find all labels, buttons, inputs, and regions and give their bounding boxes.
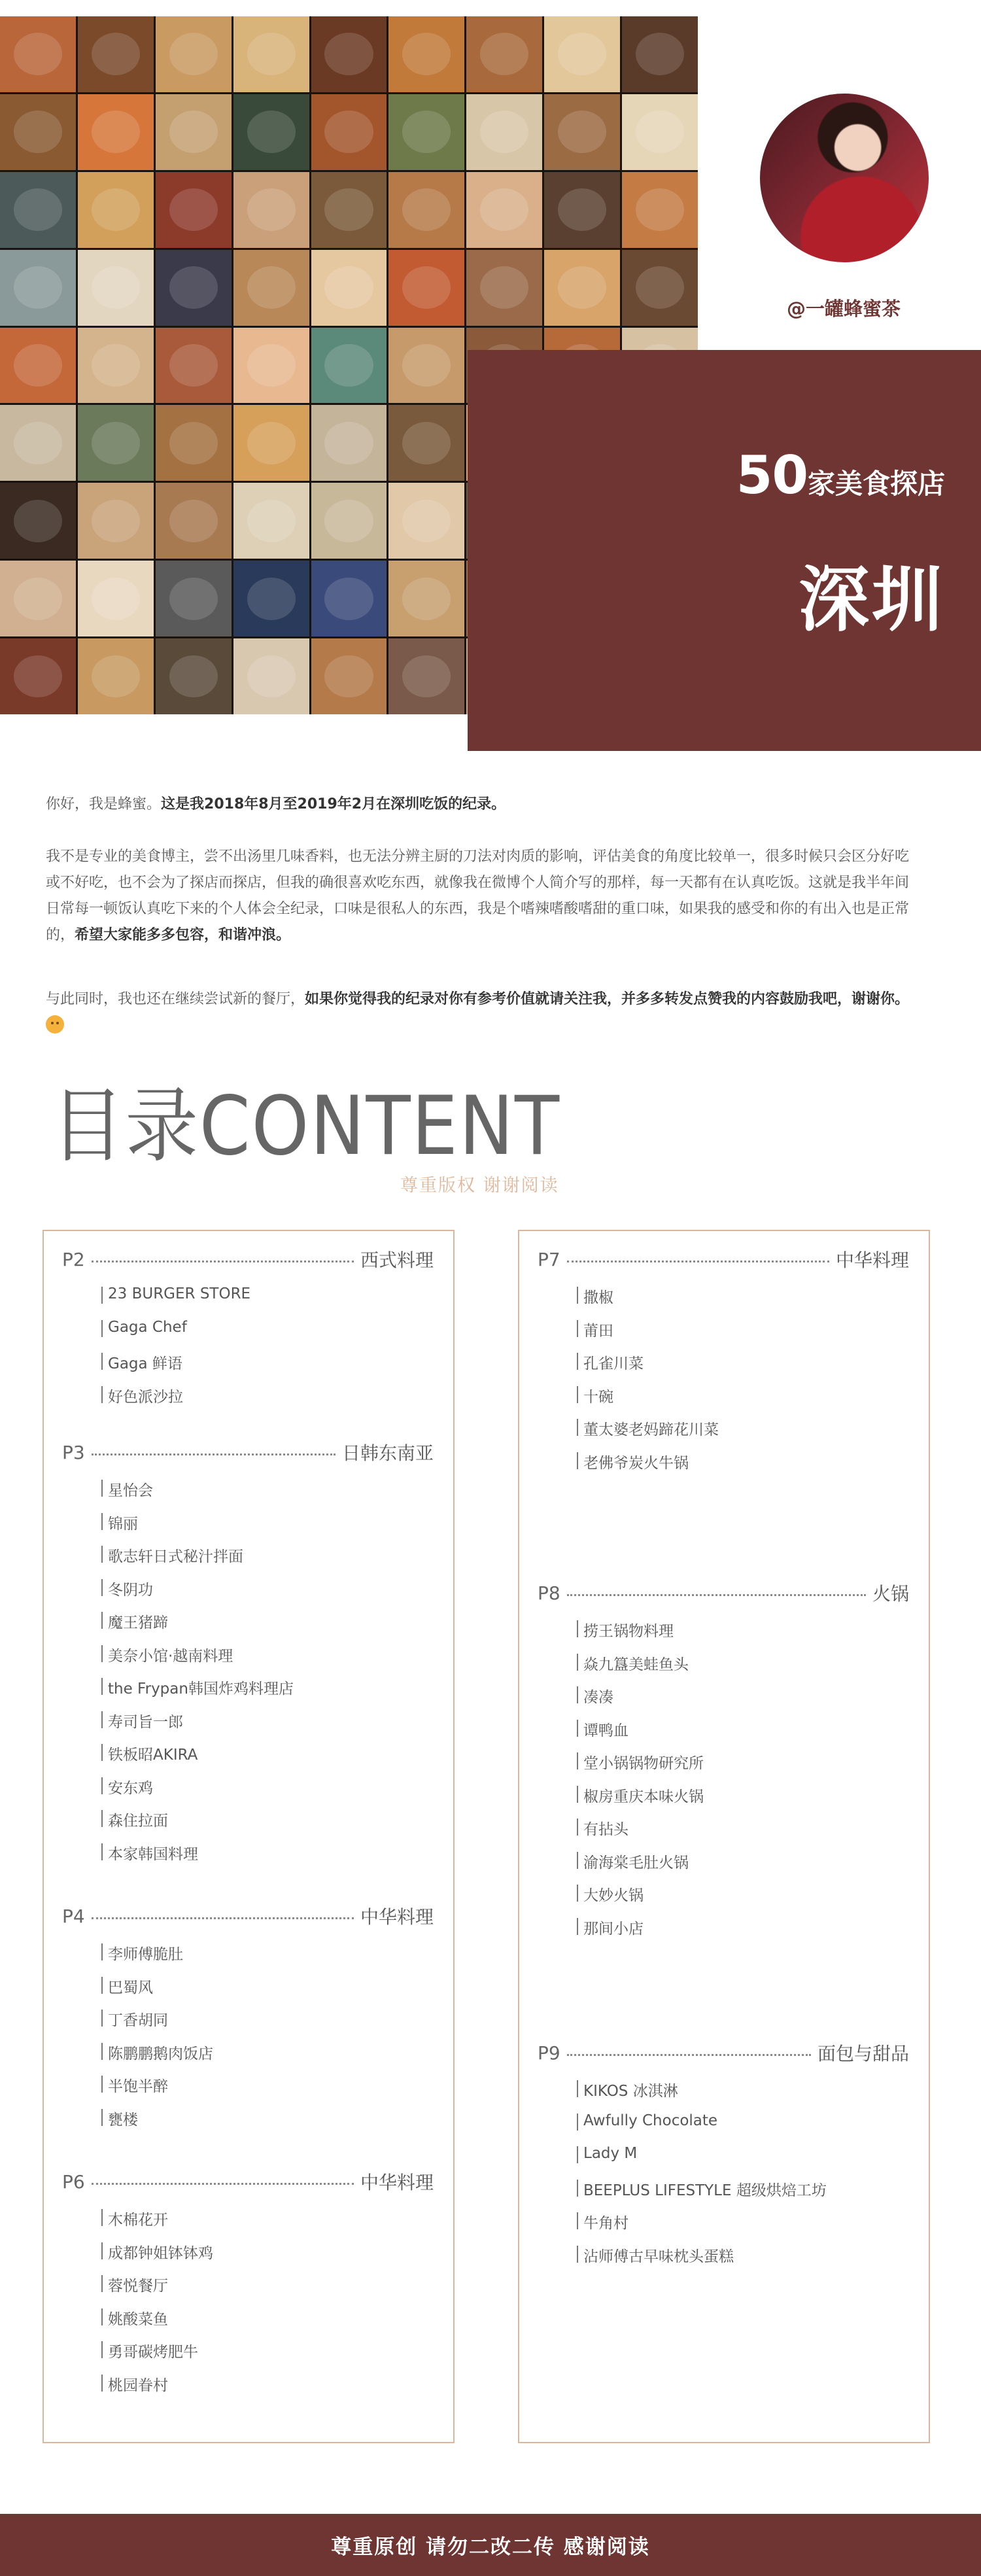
toc-item[interactable]: 锦丽 (101, 1512, 294, 1545)
toc-item[interactable]: 铁板昭AKIRA (101, 1743, 294, 1776)
food-photo[interactable] (156, 16, 232, 92)
food-photo[interactable] (311, 94, 387, 170)
food-photo[interactable] (156, 250, 232, 326)
toc-item[interactable]: 渝海棠毛肚火锅 (577, 1851, 704, 1884)
food-photo[interactable] (233, 638, 309, 714)
intro-paragraph-2 (46, 844, 922, 949)
toc-item-list (101, 2208, 213, 2406)
toc-item[interactable]: 半饱半醉 (101, 2074, 213, 2108)
food-photo[interactable] (0, 483, 76, 559)
toc-item[interactable]: 好色派沙拉 (101, 1385, 250, 1418)
toc-item-list (101, 1285, 250, 1418)
toc-item-list (577, 1285, 719, 1484)
toc-category: 中华料理 (835, 1249, 909, 1271)
food-photo[interactable] (0, 172, 76, 248)
food-photo[interactable] (388, 328, 464, 404)
food-photo[interactable] (388, 638, 464, 714)
toc-dot-leader (567, 1594, 866, 1596)
footer-banner (0, 2514, 981, 2576)
toc-item[interactable]: 巴蜀风 (101, 1976, 213, 2009)
toc-item[interactable]: 安东鸡 (101, 1776, 294, 1809)
food-photo[interactable] (388, 16, 464, 92)
food-photo[interactable] (233, 16, 309, 92)
toc-item[interactable]: Lady M (577, 2145, 827, 2178)
toc-page-number: P8 (538, 1582, 560, 1604)
food-photo[interactable] (233, 405, 309, 481)
food-photo[interactable] (156, 483, 232, 559)
toc-right-column (518, 1230, 930, 2443)
toc-item[interactable]: 莆田 (577, 1319, 719, 1352)
toc-section-header (538, 1247, 909, 1271)
toc-item[interactable]: the Frypan韩国炸鸡料理店 (101, 1677, 294, 1710)
toc-item[interactable]: 沾师傅古早味枕头蛋糕 (577, 2244, 827, 2278)
toc-item[interactable]: 椒房重庆本味火锅 (577, 1784, 704, 1818)
toc-item-list (577, 2079, 827, 2277)
food-photo[interactable] (311, 638, 387, 714)
toc-page-number: P2 (62, 1248, 85, 1270)
food-photo[interactable] (466, 172, 542, 248)
toc-item[interactable]: 堂小锅锅物研究所 (577, 1751, 704, 1784)
toc-item[interactable]: 歌志轩日式秘汁拌面 (101, 1544, 294, 1578)
toc-category: 中华料理 (360, 2172, 434, 2193)
food-photo[interactable] (466, 16, 542, 92)
food-photo[interactable] (78, 16, 154, 92)
intro-paragraph-1 (46, 792, 922, 818)
food-photo[interactable] (311, 172, 387, 248)
toc-item[interactable]: 陈鹏鹏鹅肉饭店 (101, 2042, 213, 2075)
restaurant-count: 50 (736, 445, 808, 506)
food-photo[interactable] (311, 483, 387, 559)
toc-item[interactable]: Gaga Chef (101, 1319, 250, 1352)
food-photo[interactable] (156, 94, 232, 170)
toc-item[interactable]: 姚酸菜鱼 (101, 2307, 213, 2341)
toc-dot-leader (567, 2054, 811, 2056)
toc-item[interactable]: 凑凑 (577, 1685, 704, 1718)
food-photo[interactable] (622, 16, 698, 92)
food-photo[interactable] (156, 172, 232, 248)
toc-item[interactable]: 撒椒 (577, 1285, 719, 1319)
food-photo[interactable] (78, 328, 154, 404)
toc-section-header (538, 2041, 909, 2064)
toc-item[interactable]: 本家韩国料理 (101, 1842, 294, 1875)
food-photo[interactable] (233, 561, 309, 636)
author-handle[interactable]: @一罐蜂蜜茶 (786, 298, 901, 320)
toc-page-number: P9 (538, 2042, 560, 2064)
intro-period: 这是我2018年8月至2019年2月在深圳吃饭的纪录。 (161, 796, 506, 812)
food-photo[interactable] (311, 405, 387, 481)
toc-category: 日韩东南亚 (341, 1442, 434, 1464)
food-photo[interactable] (0, 94, 76, 170)
toc-dot-leader (92, 1917, 354, 1919)
food-photo[interactable] (78, 561, 154, 636)
food-photo[interactable] (233, 250, 309, 326)
page-title-count (736, 445, 945, 506)
toc-item[interactable]: 焱九簋美蛙鱼头 (577, 1652, 704, 1686)
toc-item[interactable]: 23 BURGER STORE (101, 1285, 250, 1319)
avatar (760, 94, 929, 262)
toc-item[interactable]: 森住拉面 (101, 1809, 294, 1842)
toc-item-list (101, 1478, 294, 1875)
toc-item[interactable]: 木棉花开 (101, 2208, 213, 2241)
toc-dot-leader (92, 1453, 336, 1455)
toc-item[interactable]: 蓉悦餐厅 (101, 2274, 213, 2307)
toc-page-number: P7 (538, 1248, 560, 1270)
toc-item[interactable]: 老佛爷炭火牛锅 (577, 1451, 719, 1484)
toc-item[interactable]: 那间小店 (577, 1917, 704, 1950)
toc-dot-leader (92, 2183, 354, 2185)
toc-dot-leader (567, 1261, 829, 1262)
food-photo[interactable] (0, 250, 76, 326)
toc-category: 西式料理 (360, 1249, 434, 1271)
food-photo[interactable] (388, 94, 464, 170)
toc-category: 面包与甜品 (817, 2043, 909, 2064)
toc-item[interactable]: 李师傅脆肚 (101, 1942, 213, 1976)
toc-section-header (62, 1247, 434, 1271)
toc-item[interactable]: 桃园眷村 (101, 2373, 213, 2407)
food-photo[interactable] (622, 172, 698, 248)
toc-item[interactable]: 谭鸭血 (577, 1718, 704, 1752)
food-photo[interactable] (0, 561, 76, 636)
toc-section-header (62, 1904, 434, 1928)
toc-item[interactable]: 美奈小馆·越南料理 (101, 1644, 294, 1677)
food-photo[interactable] (622, 94, 698, 170)
toc-category: 火锅 (872, 1583, 909, 1605)
footer-text: 尊重原创 请勿二改二传 感谢阅读 (331, 2535, 650, 2559)
food-photo[interactable] (622, 250, 698, 326)
food-photo[interactable] (544, 172, 620, 248)
toc-left-column (43, 1230, 455, 2443)
food-photo[interactable] (544, 94, 620, 170)
toc-item[interactable]: 甕楼 (101, 2108, 213, 2141)
food-photo[interactable] (0, 16, 76, 92)
toc-section-header (538, 1581, 909, 1605)
toc-item[interactable]: 捞王锅物料理 (577, 1619, 704, 1652)
food-photo[interactable] (466, 250, 542, 326)
intro-wish: 希望大家能多多包容，和谐冲浪。 (75, 927, 291, 943)
food-photo[interactable] (388, 561, 464, 636)
food-photo[interactable] (233, 483, 309, 559)
toc-item[interactable]: 大妙火锅 (577, 1883, 704, 1917)
toc-section-header (62, 2170, 434, 2193)
food-photo[interactable] (0, 405, 76, 481)
food-photo[interactable] (388, 483, 464, 559)
toc-item[interactable]: 冬阴功 (101, 1578, 294, 1611)
toc-page-number: P4 (62, 1905, 85, 1927)
toc-item-list (577, 1619, 704, 1949)
toc-item[interactable]: 有拈头 (577, 1817, 704, 1851)
toc-category: 中华料理 (360, 1906, 434, 1928)
food-photo[interactable] (233, 172, 309, 248)
food-photo[interactable] (78, 172, 154, 248)
toc-item[interactable]: 寿司旨一郎 (101, 1710, 294, 1743)
food-photo[interactable] (156, 328, 232, 404)
intro-body: 我不是专业的美食博主，尝不出汤里几味香料，也无法分辨主厨的刀法对肉质的影响，评估美食的角度比较单一，很多时候只会区分好吃或不好吃，也不会为了探店而探店，但我的确很喜欢吃东西，就像我在微博个人简介写的那样，每一天都有在认真吃饭。这就是我半年间日常每一顿饭认真吃下来的个人体会全纪录，口味是很私人的东西，我是个嗜辣嗜酸嗜甜的重口味，如果我的感受和你的有出入也是正常的， (46, 848, 910, 943)
food-photo[interactable] (78, 94, 154, 170)
toc-dot-leader (92, 1261, 354, 1262)
city-title: 深圳 (798, 559, 945, 641)
food-photo[interactable] (233, 94, 309, 170)
toc-item[interactable]: 牛角村 (577, 2211, 827, 2244)
toc-item-list (101, 1942, 213, 2140)
content-title: 目录CONTENT (51, 1079, 560, 1174)
toc-item[interactable]: 星怡会 (101, 1478, 294, 1512)
toc-page-number: P6 (62, 2170, 85, 2193)
food-photo[interactable] (311, 328, 387, 404)
title-suffix: 家美食探店 (807, 468, 945, 500)
food-photo[interactable] (466, 94, 542, 170)
intro-follow-request: 如果你觉得我的纪录对你有参考价值就请关注我，并多多转发点赞我的内容鼓励我吧，谢谢你。 (305, 991, 910, 1007)
toc-item[interactable]: BEEPLUS LIFESTYLE 超级烘焙工坊 (577, 2178, 827, 2212)
toc-item[interactable]: 十碗 (577, 1385, 719, 1418)
food-photo[interactable] (311, 561, 387, 636)
toc-item[interactable]: KIKOS 冰淇淋 (577, 2079, 827, 2112)
food-photo[interactable] (544, 16, 620, 92)
toc-item[interactable]: 魔王猪蹄 (101, 1610, 294, 1644)
food-photo[interactable] (78, 483, 154, 559)
toc-item[interactable]: 丁香胡同 (101, 2008, 213, 2042)
toc-section-header (62, 1440, 434, 1464)
food-photo[interactable] (156, 638, 232, 714)
food-photo[interactable] (544, 250, 620, 326)
food-photo[interactable] (156, 405, 232, 481)
toc-item[interactable]: Awfully Chocolate (577, 2112, 827, 2146)
toc-item[interactable]: 勇哥碳烤肥牛 (101, 2340, 213, 2373)
intro-continue: 与此同时，我也还在继续尝试新的餐厅， (46, 991, 305, 1007)
intro-greeting: 你好，我是蜂蜜。 (46, 796, 162, 812)
toc-item[interactable]: 成都钟姐钵钵鸡 (101, 2241, 213, 2274)
wink-emoji-icon (46, 1015, 64, 1034)
toc-item[interactable]: 孔雀川菜 (577, 1351, 719, 1385)
toc-item[interactable]: Gaga 鲜语 (101, 1351, 250, 1385)
food-photo[interactable] (233, 328, 309, 404)
food-photo[interactable] (0, 638, 76, 714)
toc-item[interactable]: 董太婆老妈蹄花川菜 (577, 1418, 719, 1451)
food-photo[interactable] (78, 405, 154, 481)
toc-page-number: P3 (62, 1441, 85, 1463)
food-photo[interactable] (388, 405, 464, 481)
food-photo[interactable] (388, 172, 464, 248)
food-photo[interactable] (78, 638, 154, 714)
food-photo[interactable] (311, 16, 387, 92)
intro-paragraph-3 (46, 986, 922, 1039)
food-photo[interactable] (388, 250, 464, 326)
content-subtitle: 尊重版权 谢谢阅读 (400, 1175, 559, 1196)
food-photo[interactable] (0, 328, 76, 404)
food-photo[interactable] (78, 250, 154, 326)
food-photo[interactable] (311, 250, 387, 326)
food-photo[interactable] (156, 561, 232, 636)
